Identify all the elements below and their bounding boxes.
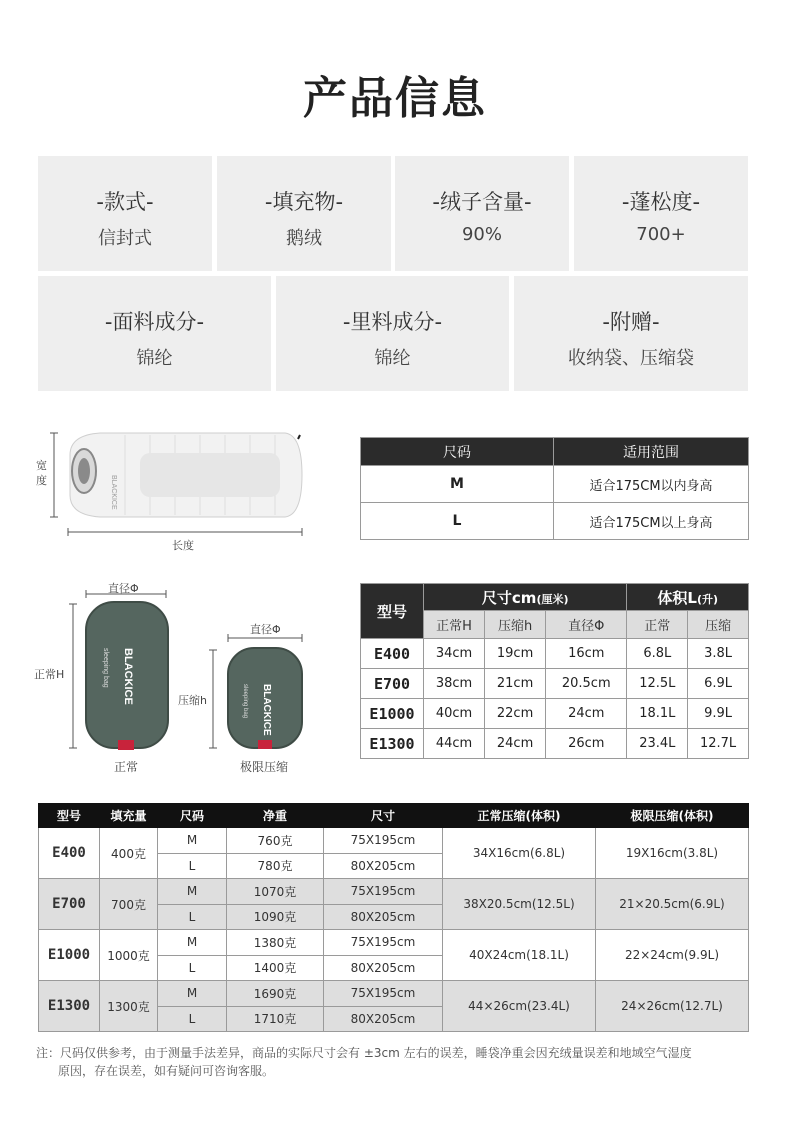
info-label: -绒子含量- [432,190,532,214]
table-cell: 38cm [424,669,485,699]
table-row [361,699,749,729]
compressed-caption: 极限压缩 [240,760,289,774]
normal-compress-cell: 44×26cm(23.4L) [443,981,596,1032]
info-card-down-content [395,156,569,271]
table-cell: 23.4L [627,729,688,759]
table-row [39,930,749,956]
model-cell: E400 [361,639,424,669]
model-header: 型号 [361,584,424,639]
info-card-filling [217,156,391,271]
model-cell: E1000 [361,699,424,729]
size-cell: M [158,879,227,905]
subheader-volume-compress: 压缩 [688,611,749,639]
weight-cell: 780克 [227,853,324,879]
fill-cell: 700克 [100,879,158,930]
table-cell: 22cm [485,699,546,729]
info-label: -里料成分- [342,310,443,334]
table-row [361,729,749,759]
info-card-lining-fabric [276,276,509,391]
spec-table [38,803,749,1032]
dimensions-cell: 80X205cm [324,1006,443,1032]
range-header: 适用范围 [554,438,749,466]
header-fill: 填充量 [100,804,158,828]
length-label: 长度 [172,539,194,552]
disclaimer-note [36,1044,756,1080]
diameter-label-2: 直径Φ [250,623,281,636]
dimensions-cell: 80X205cm [324,853,443,879]
bag-brand-text: BLACKICE [110,475,117,510]
table-cell: 12.5L [627,669,688,699]
fill-cell: 1000克 [100,930,158,981]
weight-cell: 1070克 [227,879,324,905]
header-size: 尺码 [158,804,227,828]
table-cell: 12.7L [688,729,749,759]
subheader-normal-h: 正常H [424,611,485,639]
dimensions-cell: 75X195cm [324,981,443,1007]
subheader-diameter: 直径Φ [546,611,627,639]
note-line-2: 原因，存在误差，如有疑问可咨询客服。 [58,1064,275,1078]
size-cell: L [361,503,554,540]
model-cell: E400 [39,828,100,879]
table-cell: 44cm [424,729,485,759]
table-cell: 24cm [546,699,627,729]
info-label: -面料成分- [104,310,205,334]
dimensions-cell: 75X195cm [324,930,443,956]
weight-cell: 1690克 [227,981,324,1007]
table-cell: 26cm [546,729,627,759]
info-value: 锦纶 [374,348,411,369]
table-cell: 19cm [485,639,546,669]
info-value: 锦纶 [136,348,173,369]
table-cell: 3.8L [688,639,749,669]
normal-compress-cell: 34X16cm(6.8L) [443,828,596,879]
table-cell: 34cm [424,639,485,669]
subheader-compress-h: 压缩h [485,611,546,639]
diameter-label: 直径Φ [108,582,139,595]
extreme-compress-cell: 19X16cm(3.8L) [596,828,749,879]
model-cell: E1300 [39,981,100,1032]
size-table [360,437,749,540]
size-cell: M [158,981,227,1007]
size-cell: L [158,904,227,930]
table-cell: 24cm [485,729,546,759]
table-cell: 9.9L [688,699,749,729]
info-card-accessories [514,276,748,391]
info-label: -附赠- [602,310,660,334]
table-row [39,981,749,1007]
normal-height-label: 正常H [34,668,65,681]
info-label: -填充物- [264,190,344,214]
size-header: 尺码 [361,438,554,466]
sleeping-bag-illustration [30,425,320,555]
model-cell: E1000 [39,930,100,981]
stuff-sack-illustration [30,578,330,778]
table-cell: 16cm [546,639,627,669]
dimensions-cell: 80X205cm [324,955,443,981]
weight-cell: 760克 [227,828,324,854]
size-cell: L [158,853,227,879]
dimensions-cell: 75X195cm [324,828,443,854]
info-label: -款式- [96,190,154,214]
size-cell: L [158,955,227,981]
header-dimensions: 尺寸 [324,804,443,828]
volume-unit: (升) [696,592,719,606]
size-group-header [424,584,627,611]
range-cell: 适合175CM以上身高 [554,503,749,540]
normal-compress-cell: 38X20.5cm(12.5L) [443,879,596,930]
model-cell: E700 [39,879,100,930]
info-card-fill-power [574,156,748,271]
header-weight: 净重 [227,804,324,828]
page-title: 产品信息 [303,73,487,124]
info-value: 90% [461,224,502,245]
size-cell: M [158,930,227,956]
dimensions-cell: 80X205cm [324,904,443,930]
model-cell: E700 [361,669,424,699]
weight-cell: 1710克 [227,1006,324,1032]
extreme-compress-cell: 21×20.5cm(6.9L) [596,879,749,930]
header-model: 型号 [39,804,100,828]
table-row [361,639,749,669]
stuff-sack-brand: BLACKICE [122,648,134,705]
extreme-compress-cell: 24×26cm(12.7L) [596,981,749,1032]
fill-cell: 1300克 [100,981,158,1032]
info-card-shell-fabric [38,276,271,391]
info-value: 收纳袋、压缩袋 [568,348,694,369]
subheader-volume-normal: 正常 [627,611,688,639]
size-cell: L [158,1006,227,1032]
info-card-style [38,156,212,271]
compressed-height-label: 压缩h [178,694,207,707]
model-cell: E1300 [361,729,424,759]
size-cell: M [158,828,227,854]
table-row [361,466,749,503]
fill-cell: 400克 [100,828,158,879]
volume-group-header [627,584,749,611]
table-row [361,669,749,699]
size-unit: (厘米) [536,592,569,606]
weight-cell: 1400克 [227,955,324,981]
range-cell: 适合175CM以内身高 [554,466,749,503]
size-cell: M [361,466,554,503]
table-cell: 18.1L [627,699,688,729]
weight-cell: 1090克 [227,904,324,930]
table-row [39,828,749,854]
size-header-text: 尺寸cm [481,588,537,607]
header-normal-compress: 正常压缩(体积) [443,804,596,828]
stuff-sack-diagram [30,578,330,778]
table-row [39,879,749,905]
table-cell: 40cm [424,699,485,729]
weight-cell: 1380克 [227,930,324,956]
note-line-1: 注：尺码仅供参考，由于测量手法差异，商品的实际尺寸会有 ±3cm 左右的误差，睡袋净重会因充绒量误差和地域空气湿度 [36,1046,692,1060]
extreme-compress-cell: 22×24cm(9.9L) [596,930,749,981]
dimension-table [360,583,749,759]
info-label: -蓬松度- [621,190,701,214]
table-cell: 6.9L [688,669,749,699]
dimensions-cell: 75X195cm [324,879,443,905]
info-value: 鹅绒 [286,228,322,249]
info-value: 700+ [636,224,686,245]
normal-compress-cell: 40X24cm(18.1L) [443,930,596,981]
normal-caption: 正常 [114,760,139,774]
width-label: 宽 度 [36,459,47,487]
table-cell: 20.5cm [546,669,627,699]
volume-header-text: 体积L [657,588,697,607]
compressed-sack-subtext: sleeping bag [242,684,248,719]
sleeping-bag-diagram [30,425,320,555]
header-extreme-compress: 极限压缩(体积) [596,804,749,828]
table-row [361,503,749,540]
table-cell: 6.8L [627,639,688,669]
table-cell: 21cm [485,669,546,699]
compressed-sack-brand: BLACKICE [261,684,272,736]
info-value: 信封式 [98,228,152,249]
stuff-sack-subtext: sleeping bag [102,648,109,688]
